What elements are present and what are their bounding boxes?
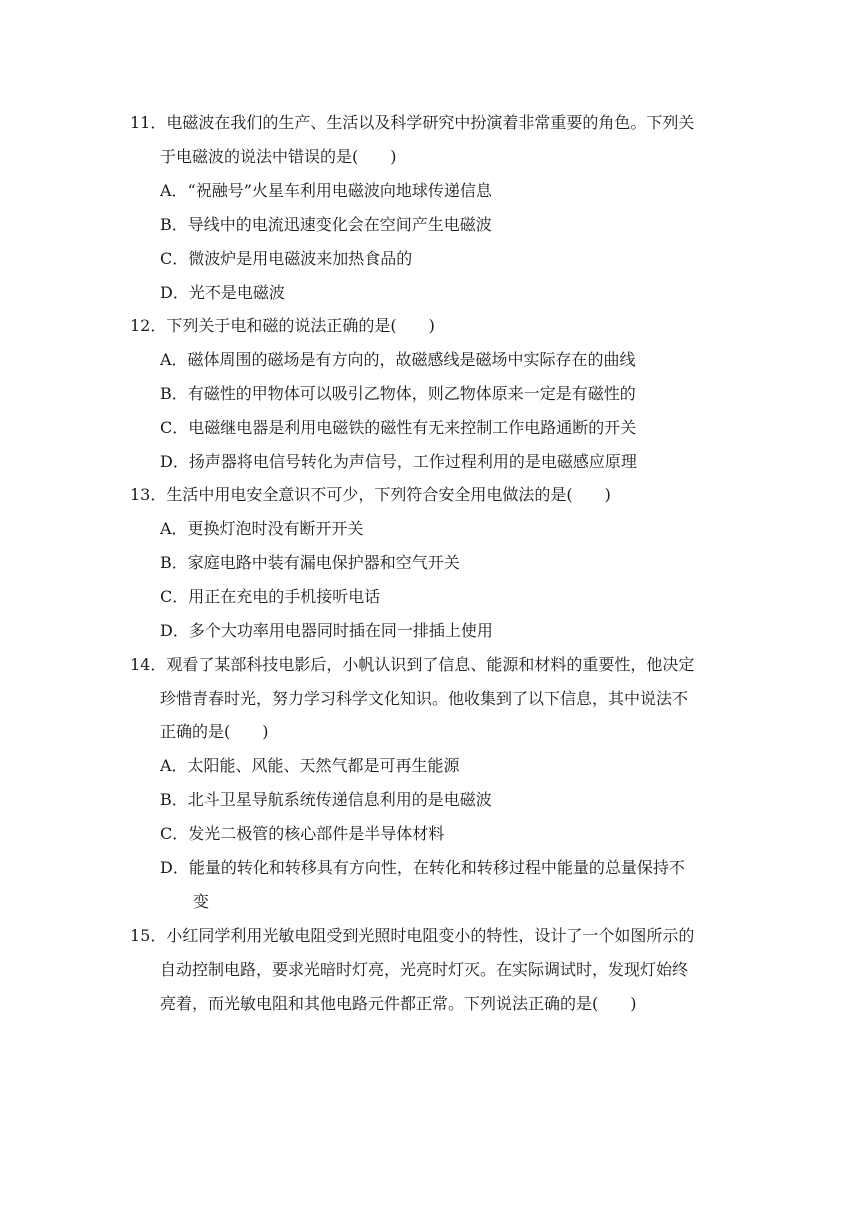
question-13-option-d: D．多个大功率用电器同时插在同一排插上使用 — [160, 621, 493, 640]
question-15-line-3: 亮着，而光敏电阻和其他电路元件都正常。下列说法正确的是( ) — [160, 994, 637, 1013]
question-12-option-c: C．电磁继电器是利用电磁铁的磁性有无来控制工作电路通断的开关 — [160, 418, 637, 437]
question-11-option-c: C．微波炉是用电磁波来加热食品的 — [160, 249, 413, 268]
question-14-option-b: B．北斗卫星导航系统传递信息利用的是电磁波 — [160, 790, 492, 809]
question-15-line-1: 15．小红同学利用光敏电阻受到光照时电阻变小的特性，设计了一个如图所示的 — [130, 926, 695, 945]
question-14-option-d-continuation: 变 — [193, 892, 210, 911]
question-12-option-d: D．扬声器将电信号转化为声信号，工作过程利用的是电磁感应原理 — [160, 452, 637, 471]
question-13-line-1: 13．生活中用电安全意识不可少，下列符合安全用电做法的是( ) — [130, 485, 611, 504]
question-14-line-2: 珍惜青春时光，努力学习科学文化知识。他收集到了以下信息，其中说法不 — [160, 689, 689, 708]
question-14-line-1: 14．观看了某部科技电影后，小帆认识到了信息、能源和材料的重要性，他决定 — [130, 655, 695, 674]
question-13-option-c: C．用正在充电的手机接听电话 — [160, 587, 381, 606]
question-11-line-1: 11．电磁波在我们的生产、生活以及科学研究中扮演着非常重要的角色。下列关 — [130, 113, 695, 132]
question-12-option-b: B．有磁性的甲物体可以吸引乙物体，则乙物体原来一定是有磁性的 — [160, 384, 636, 403]
question-11-line-2: 于电磁波的说法中错误的是( ) — [160, 147, 397, 166]
question-13-option-a: A．更换灯泡时没有断开开关 — [160, 519, 364, 538]
question-14-option-c: C．发光二极管的核心部件是半导体材料 — [160, 824, 445, 843]
question-11-option-a: A．“祝融号”火星车利用电磁波向地球传递信息 — [160, 181, 492, 200]
question-11-option-b: B．导线中的电流迅速变化会在空间产生电磁波 — [160, 215, 492, 234]
question-15-line-2: 自动控制电路，要求光暗时灯亮，光亮时灯灭。在实际调试时，发现灯始终 — [160, 960, 689, 979]
question-14-line-3: 正确的是( ) — [160, 722, 269, 741]
question-14-option-a: A．太阳能、风能、天然气都是可再生能源 — [160, 756, 460, 775]
question-12-option-a: A．磁体周围的磁场是有方向的，故磁感线是磁场中实际存在的曲线 — [160, 350, 636, 369]
question-14-option-d: D．能量的转化和转移具有方向性，在转化和转移过程中能量的总量保持不 — [160, 858, 685, 877]
question-13-option-b: B．家庭电路中装有漏电保护器和空气开关 — [160, 553, 460, 572]
question-11-option-d: D．光不是电磁波 — [160, 283, 285, 302]
question-12-line-1: 12．下列关于电和磁的说法正确的是( ) — [130, 316, 435, 335]
